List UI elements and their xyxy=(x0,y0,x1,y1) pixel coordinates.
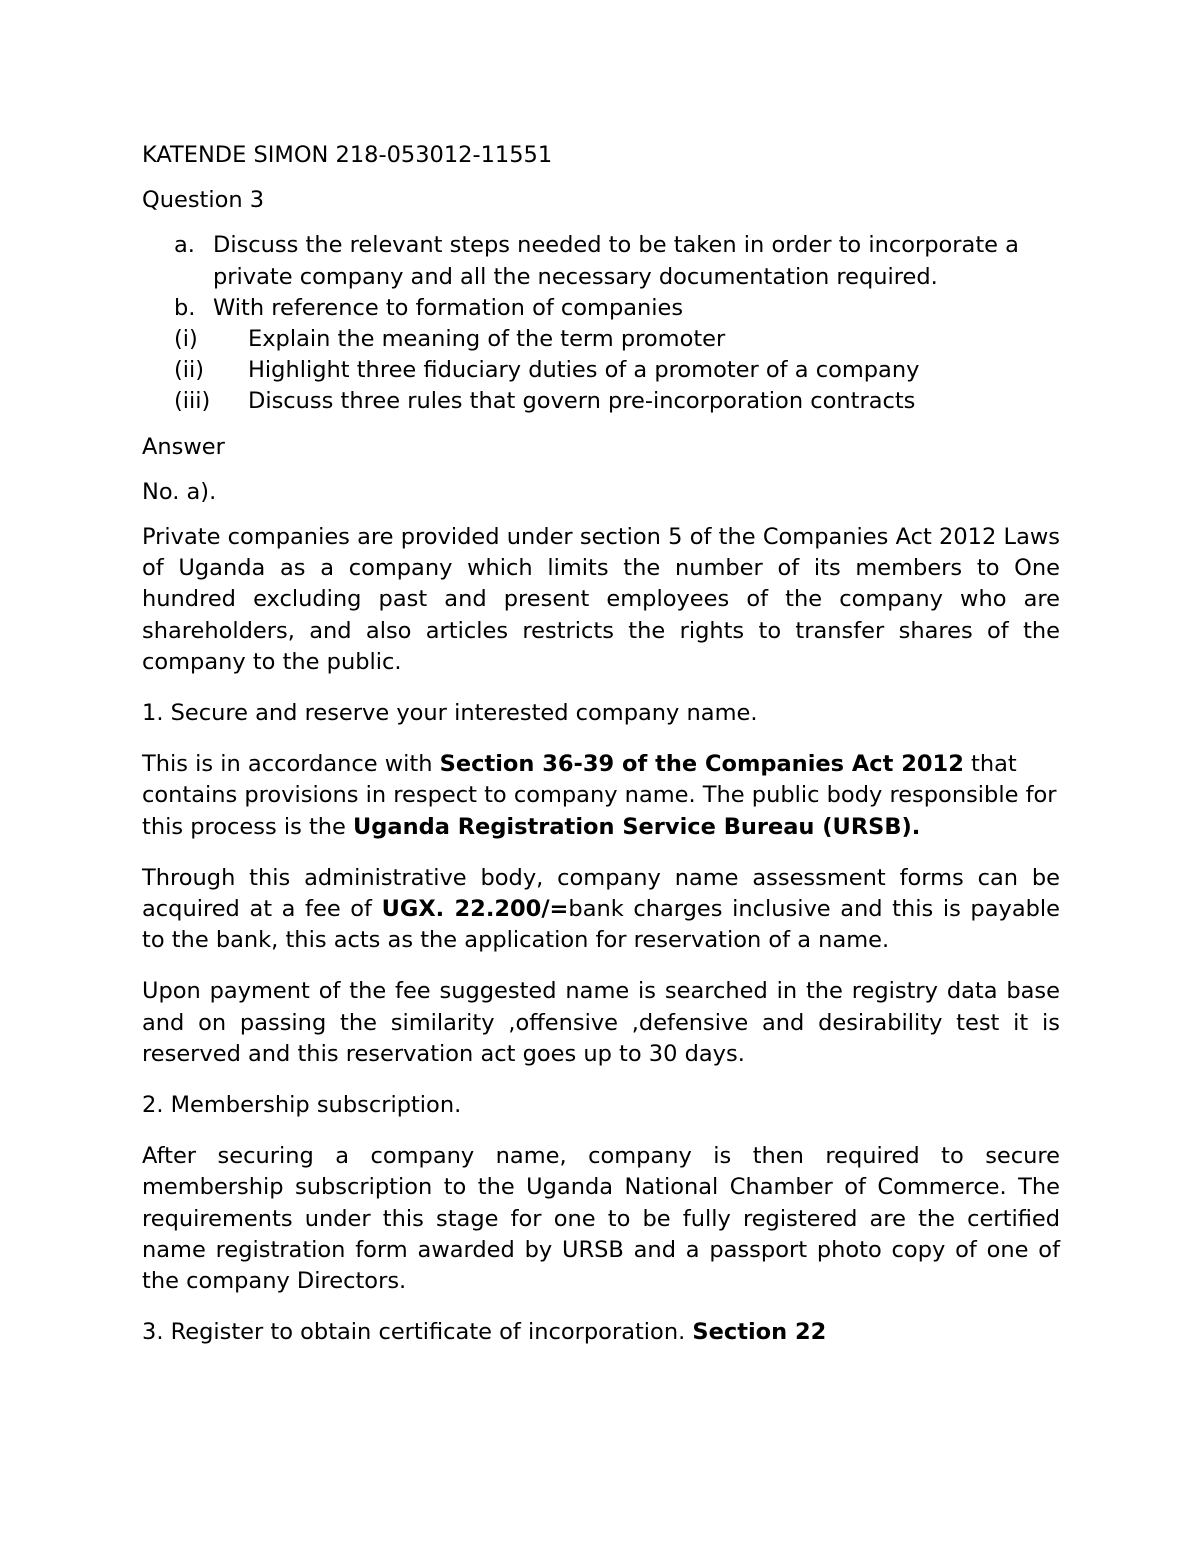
text-span: that contains provisions in respect to company name. The public body responsible for this process is the xyxy=(142,751,1057,840)
answer-part-label: No. a). xyxy=(142,478,217,505)
question-text: Discuss the relevant steps needed to be taken in order to incorporate a private company and all the necessary documentation required. xyxy=(213,232,1019,290)
question-label: Question 3 xyxy=(142,187,265,214)
sub-question-marker: (i) xyxy=(174,326,198,353)
step-1-paragraph-1 xyxy=(142,749,1060,843)
step-2-paragraph-1: After securing a company name, company is then required to secure membership subscription to the Uganda National Chamber of Commerce. The requirements under this stage for one to be fully registered are the certified name registration form awarded by URSB and a passport photo copy of one of the company Directors. xyxy=(142,1143,1060,1295)
sub-question-marker: (iii) xyxy=(174,388,211,415)
question-text: With reference to formation of companies xyxy=(213,294,684,321)
text-span: bank charges inclusive and this is payable to the bank, this acts as the application for reservation of a name. xyxy=(142,896,1060,954)
step-2-heading: 2. Membership subscription. xyxy=(142,1092,462,1119)
bold-citation: Section 36-39 of the Companies Act 2012 xyxy=(439,751,964,778)
sub-question-i xyxy=(142,324,1060,355)
sub-question-marker: (ii) xyxy=(174,357,205,384)
question-item-a xyxy=(142,230,1060,292)
bold-agency: Uganda Registration Service Bureau (URSB). xyxy=(353,813,921,840)
step-1-paragraph-3: Upon payment of the fee suggested name is searched in the registry data base and on passing the similarity ,offensive ,defensive and desirability test it is reserved and this reservation act goes up to 30 days. xyxy=(142,978,1060,1067)
question-marker: b. xyxy=(174,294,196,321)
step-3-heading xyxy=(142,1317,1060,1348)
text-span: 3. Register to obtain certificate of incorporation. xyxy=(142,1319,693,1346)
document-page xyxy=(142,140,1060,1369)
sub-question-iii xyxy=(142,386,1060,417)
question-marker: a. xyxy=(174,232,195,259)
sub-question-text: Explain the meaning of the term promoter xyxy=(248,326,726,353)
text-span: Through this administrative body, company name assessment forms can be acquired at a fee of xyxy=(142,864,1060,923)
answer-intro-paragraph: Private companies are provided under section 5 of the Companies Act 2012 Laws of Uganda as a company which limits the number of its members to One hundred excluding past and present employees of the company who are shareholders, and also articles restricts the rights to transfer shares of the company to the public. xyxy=(142,524,1060,675)
step-1-paragraph-2 xyxy=(142,863,1060,957)
sub-question-text: Discuss three rules that govern pre-incorporation contracts xyxy=(248,388,916,415)
sub-question-text: Highlight three fiduciary duties of a promoter of a company xyxy=(248,357,920,384)
question-item-b xyxy=(142,293,1060,324)
question-list xyxy=(142,230,1060,417)
sub-question-ii xyxy=(142,355,1060,386)
answer-label: Answer xyxy=(142,433,225,460)
bold-fee: UGX. 22.200/= xyxy=(381,896,569,923)
bold-section: Section 22 xyxy=(692,1319,827,1346)
text-span: This is in accordance with xyxy=(142,751,440,778)
student-line: KATENDE SIMON 218-053012-11551 xyxy=(142,142,553,168)
step-1-heading: 1. Secure and reserve your interested company name. xyxy=(142,700,758,727)
